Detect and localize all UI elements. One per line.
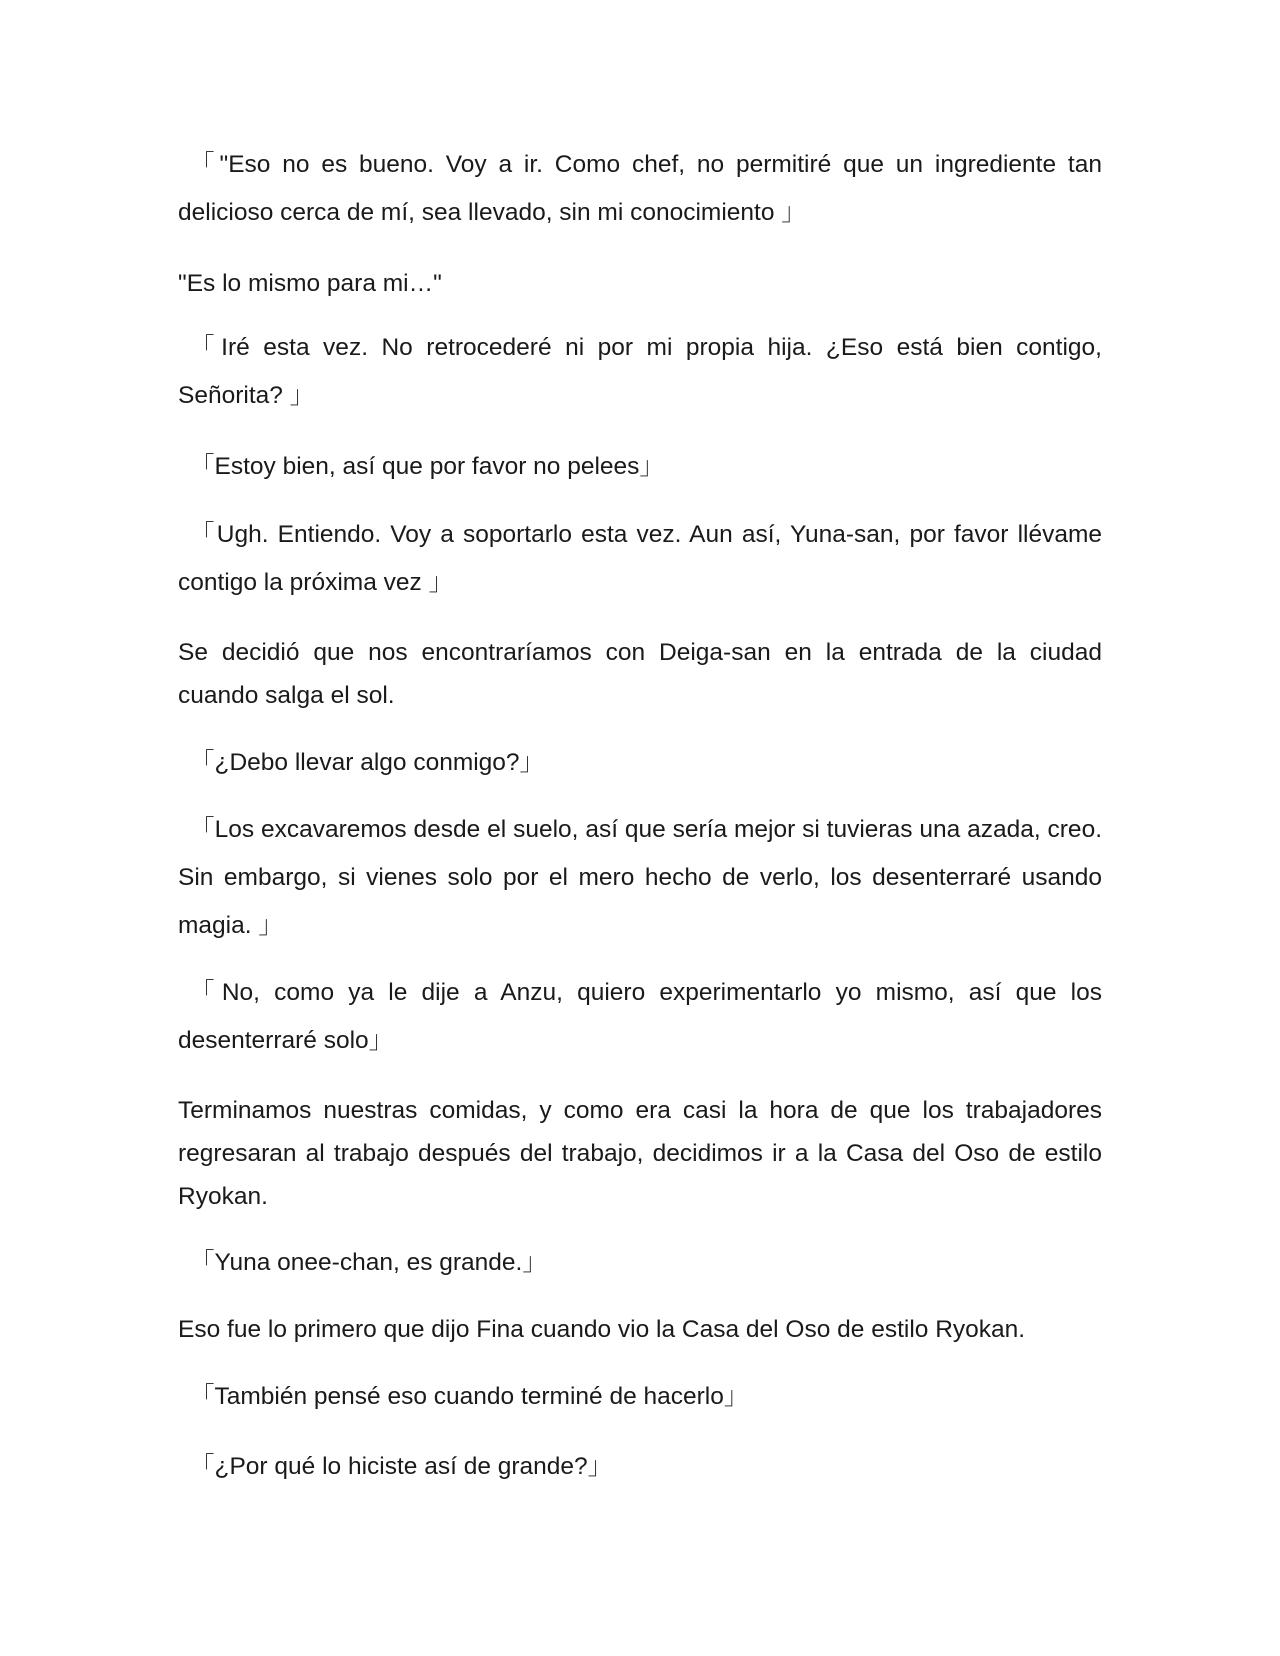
paragraph-4: 「Estoy bien, así que por favor no pelees」 xyxy=(190,453,664,480)
paragraph-5: 「Ugh. Entiendo. Voy a soportarlo esta vez. Aun así, Yuna-san, por favor llévame contigo la próxima vez 」 xyxy=(178,521,1102,596)
paragraph-10: Terminamos nuestras comidas, y como era casi la hora de que los trabajadores regresaran al trabajo después del trabajo, decidimos ir a la Casa del Oso de estilo Ryokan. xyxy=(178,1097,1102,1210)
paragraph-6: Se decidió que nos encontraríamos con Deiga-san en la entrada de la ciudad cuando salga el sol. xyxy=(178,639,1102,709)
paragraph-3: 「Iré esta vez. No retrocederé ni por mi propia hija. ¿Eso está bien contigo, Señorita? 」 xyxy=(178,334,1102,409)
paragraph-13: 「También pensé eso cuando terminé de hacerlo」 xyxy=(190,1383,749,1410)
paragraph-1: 「"Eso no es bueno. Voy a ir. Como chef, no permitiré que un ingrediente tan delicioso cerca de mí, sea llevado, sin mi conocimiento 」 xyxy=(178,151,1102,226)
paragraph-7: 「¿Debo llevar algo conmigo?」 xyxy=(190,749,545,776)
paragraph-11: 「Yuna onee-chan, es grande.」 xyxy=(190,1249,547,1276)
paragraph-12: Eso fue lo primero que dijo Fina cuando vio la Casa del Oso de estilo Ryokan. xyxy=(178,1316,1026,1343)
paragraph-2: "Es lo mismo para mi…" xyxy=(178,270,442,297)
paragraph-14: 「¿Por qué lo hiciste así de grande?」 xyxy=(190,1453,613,1480)
paragraph-8: 「Los excavaremos desde el suelo, así que sería mejor si tuvieras una azada, creo. Sin embargo, si vienes solo por el mero hecho de verlo, los desenterraré usando magia. 」 xyxy=(178,816,1102,939)
paragraph-9: 「No, como ya le dije a Anzu, quiero experimentarlo yo mismo, así que los desenterraré solo」 xyxy=(178,979,1102,1054)
